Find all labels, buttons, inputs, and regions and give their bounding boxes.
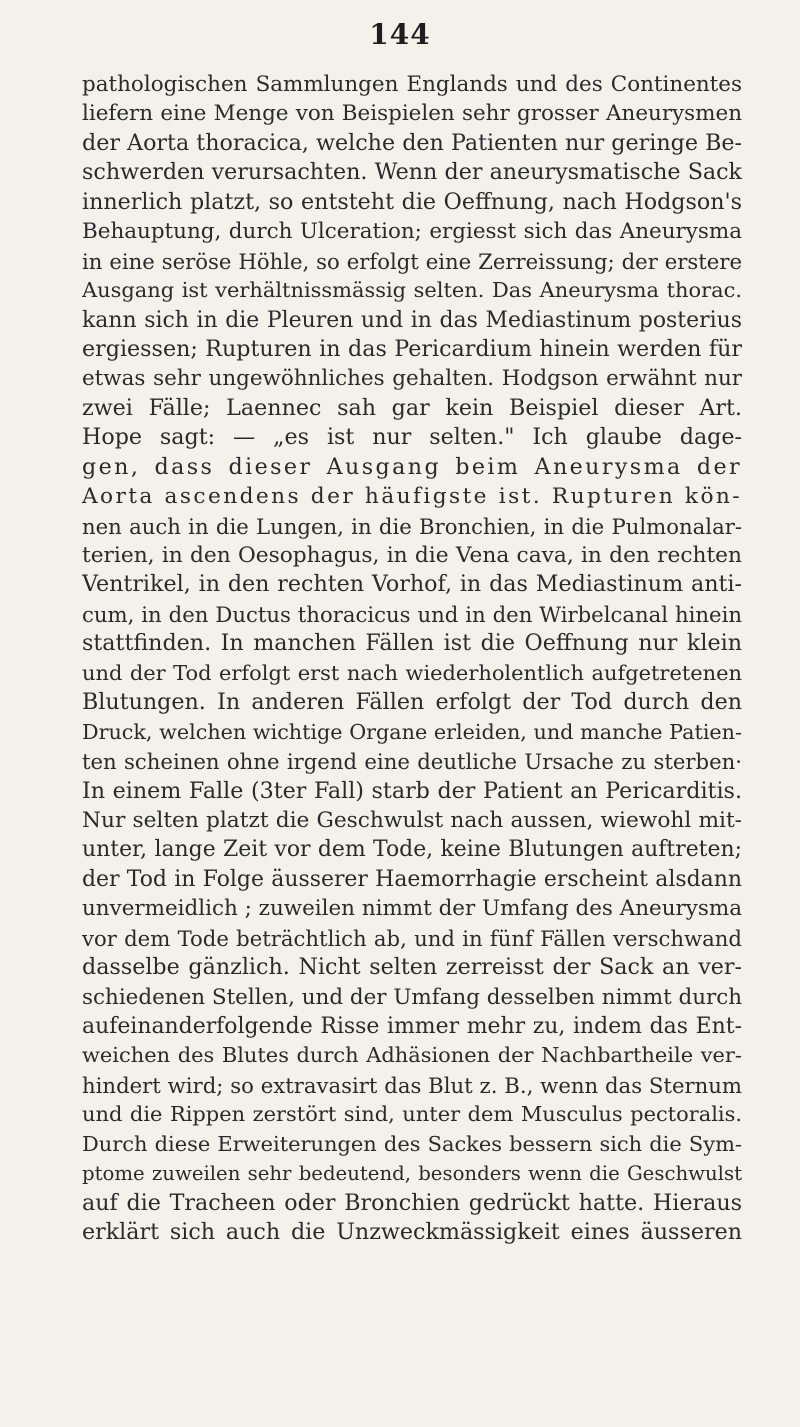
text-line: zwei Fälle; Laennec sah gar kein Beispiel dieser Art. — [82, 394, 742, 421]
text-line: Behauptung, durch Ulceration; ergiesst sich das Aneurysma — [82, 219, 742, 245]
text-line: der Tod in Folge äusserer Haemorrhagie erscheint alsdann — [82, 866, 742, 892]
text-line: liefern eine Menge von Beispielen sehr grosser Aneurysmen — [82, 101, 742, 127]
text-line: der Aorta thoracica, welche den Patienten nur geringe Be- — [82, 129, 742, 156]
text-line: vor dem Tode beträchtlich ab, und in fünf Fällen verschwand — [82, 925, 742, 951]
text-line: Ventrikel, in den rechten Vorhof, in das Mediastinum anti- — [82, 571, 742, 598]
text-line: erklärt sich auch die Unzweckmässigkeit eines äusseren — [82, 1219, 742, 1246]
text-line: Ausgang ist verhältnissmässig selten. Das Aneurysma thorac. — [82, 278, 742, 303]
text-line: nen auch in die Lungen, in die Bronchien, in die Pulmonalar- — [82, 513, 742, 539]
text-line: cum, in den Ductus thoracicus und in den Wirbelcanal hinein — [82, 601, 742, 627]
text-line: In einem Falle (3ter Fall) starb der Patient an Pericarditis. — [82, 777, 742, 804]
text-line: aufeinanderfolgende Risse immer mehr zu, indem das Ent- — [82, 1014, 742, 1039]
text-line: kann sich in die Pleuren und in das Mediastinum posterius — [82, 307, 742, 333]
text-line: weichen des Blutes durch Adhäsionen der Nachbartheile ver- — [82, 1043, 742, 1068]
text-line: auf die Tracheen oder Bronchien gedrückt hatte. Hieraus — [82, 1189, 742, 1216]
text-line: Nur selten platzt die Geschwulst nach aussen, wiewohl mit- — [82, 807, 742, 833]
text-line: Hope sagt: — „es ist nur selten." Ich glaube dage- — [82, 424, 742, 451]
text-line: schiedenen Stellen, und der Umfang desselben nimmt durch — [82, 984, 742, 1010]
text-line: dasselbe gänzlich. Nicht selten zerreisst der Sack an ver- — [82, 954, 742, 981]
page-number: 144 — [369, 18, 431, 51]
text-line: pathologischen Sammlungen Englands und des Continentes — [82, 72, 742, 97]
text-line: Druck, welchen wichtige Organe erleiden, und manche Patien- — [82, 719, 742, 744]
text-line: und die Rippen zerstört sind, unter dem Musculus pectoralis. — [82, 1102, 742, 1127]
text-line: ptome zuweilen sehr bedeutend, besonders wenn die Geschwulst — [82, 1162, 742, 1186]
text-line-emphasized: gen, dass dieser Ausgang beim Aneurysma der — [82, 453, 742, 480]
text-line-emphasized: Aorta ascendens der häufigste ist. Rupturen kön- — [82, 484, 742, 510]
text-line: etwas sehr ungewöhnliches gehalten. Hodgson erwähnt nur — [82, 366, 742, 392]
text-line: unter, lange Zeit vor dem Tode, keine Blutungen auftreten; — [82, 837, 742, 863]
text-line: und der Tod erfolgt erst nach wiederholentlich aufgetretenen — [82, 660, 742, 685]
text-line: in eine seröse Höhle, so erfolgt eine Zerreissung; der erstere — [82, 248, 742, 274]
text-line: stattfinden. In manchen Fällen ist die Oeffnung nur klein — [82, 630, 742, 657]
text-line: unvermeidlich ; zuweilen nimmt der Umfang des Aneurysma — [82, 896, 742, 922]
body-text — [82, 70, 742, 1248]
text-line: hindert wird; so extravasirt das Blut z. B., wenn das Sternum — [82, 1072, 742, 1098]
text-line: schwerden verursachten. Wenn der aneurysmatische Sack — [82, 159, 742, 186]
text-line: ten scheinen ohne irgend eine deutliche Ursache zu sterben· — [82, 749, 742, 775]
text-line: innerlich platzt, so entsteht die Oeffnung, nach Hodgson's — [82, 188, 742, 215]
text-line: ergiessen; Rupturen in das Pericardium hinein werden für — [82, 335, 742, 362]
text-line: Durch diese Erweiterungen des Sackes bessern sich die Sym- — [82, 1131, 742, 1156]
text-line: terien, in den Oesophagus, in die Vena cava, in den rechten — [82, 543, 742, 568]
text-line: Blutungen. In anderen Fällen erfolgt der Tod durch den — [82, 689, 742, 716]
